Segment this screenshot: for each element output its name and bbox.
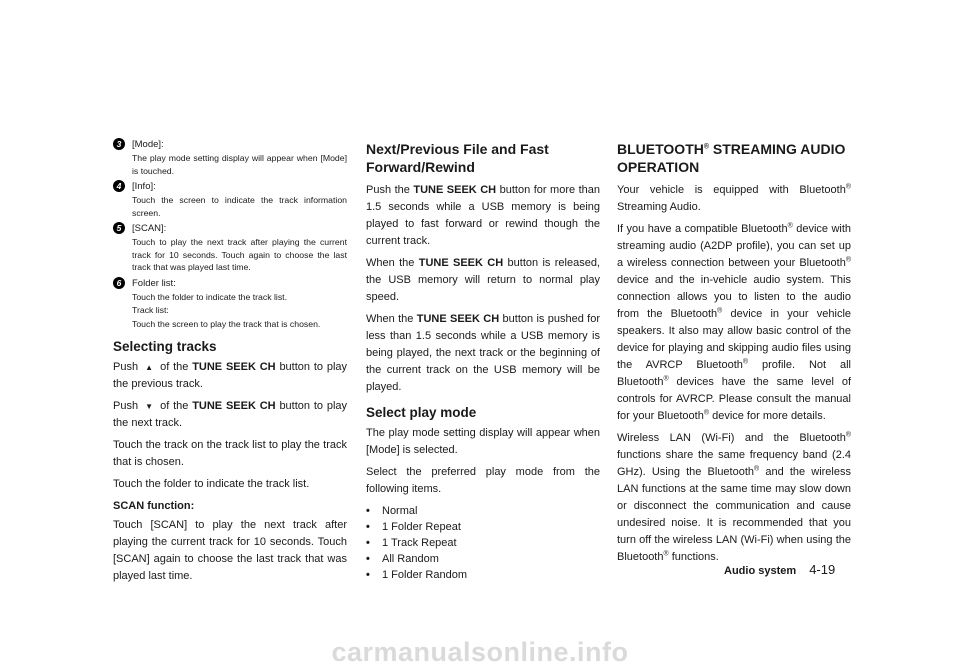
column-middle <box>366 140 600 583</box>
down-triangle-icon: ▼ <box>145 402 154 411</box>
paragraph: If you have a compatible Bluetooth® device with streaming audio (A2DP profile), you can set up a wireless connection between your Bluetooth® device and the in-vehicle audio system. This connection allows you to listen to the audio from the Bluetooth® device in your vehicle speakers. It also may allow basic control of the device for playing and skipping audio files using the AVRCP Bluetooth® profile. Not all Bluetooth® devices have the same level of controls for AVRCP. Please consult the manual for your Bluetooth® device for more details. <box>617 222 852 422</box>
bullet-icon: • <box>366 569 370 581</box>
callout-list <box>113 138 347 330</box>
paragraph: The play mode setting display will appear when [Mode] is selected. <box>366 427 600 456</box>
watermark: carmanualsonline.info <box>331 637 629 667</box>
callout-item <box>113 277 347 331</box>
section-heading: Selecting tracks <box>113 339 217 354</box>
callout-item <box>113 180 347 219</box>
callout-title: [Info]: <box>132 181 156 192</box>
bullet-icon: • <box>366 553 370 565</box>
list-item: • Normal <box>366 505 418 517</box>
callout-number-badge: 4 <box>113 180 125 192</box>
paragraph: Push the TUNE SEEK CH button for more than 1.5 seconds while a USB memory is being played to fast forward or rewind though the current track. <box>366 184 601 247</box>
column-left <box>113 138 347 585</box>
paragraph-push-previous: Push ▲ of the TUNE SEEK CH button to play the previous track. <box>113 361 347 390</box>
callout-text: The play mode setting display will appear when [Mode] is touched. <box>132 153 347 176</box>
bullet-icon: • <box>366 521 370 533</box>
bullet-icon: • <box>366 505 370 517</box>
callout-text: Touch the screen to indicate the track information screen. <box>132 195 347 218</box>
up-triangle-icon: ▲ <box>145 363 154 372</box>
registered-mark: ® <box>703 143 710 151</box>
paragraph: Select the preferred play mode from the following items. <box>366 466 600 495</box>
callout-text: Track list: <box>132 305 169 315</box>
paragraph-push-next: Push ▼ of the TUNE SEEK CH button to play the next track. <box>113 400 347 429</box>
callout-number-badge: 6 <box>113 277 125 289</box>
paragraph: Wireless LAN (Wi-Fi) and the Bluetooth® functions share the same frequency band (2.4 GHz). Using the Bluetooth® and the wireless LAN functions at the same time may slow down or disconnect the communication and cause undesired noise. It is recommended that you turn off the wireless LAN (Wi-Fi) when using the Bluetooth® functions. <box>617 431 851 563</box>
paragraph: Your vehicle is equipped with Bluetooth® Streaming Audio. <box>617 183 851 213</box>
paragraph: When the TUNE SEEK CH button is released, the USB memory will return to normal play speed. <box>366 257 600 303</box>
callout-title: [Mode]: <box>132 139 164 150</box>
callout-title: Folder list: <box>132 277 176 289</box>
paragraph: Touch [SCAN] to play the next track after playing the current track for 10 seconds. Touch [SCAN] again to choose the last track that was played last time. <box>113 519 347 582</box>
page-footer <box>724 562 835 577</box>
section-heading: BLUETOOTH® STREAMING AUDIO OPERATION <box>617 141 846 175</box>
callout-text: Touch the folder to indicate the track list. <box>132 291 288 302</box>
callout-text: Touch to play the next track after playing the current track for 10 seconds. Touch again to choose the last track that was played last time. <box>132 237 347 272</box>
list-item: • All Random <box>366 553 439 565</box>
callout-text: Touch the screen to play the track that is chosen. <box>132 318 321 329</box>
button-name: TUNE SEEK CH <box>413 184 497 196</box>
section-heading: Select play mode <box>366 405 477 420</box>
button-name: TUNE SEEK CH <box>192 400 276 412</box>
list-item: • 1 Track Repeat <box>366 537 457 549</box>
play-mode-list <box>366 503 600 583</box>
callout-number-badge: 5 <box>113 222 125 234</box>
list-item: • 1 Folder Random <box>366 569 467 581</box>
button-name: TUNE SEEK CH <box>192 361 276 373</box>
callout-number-badge: 3 <box>113 138 125 150</box>
section-heading: Next/Previous File and Fast Forward/Rewind <box>366 141 549 175</box>
callout-item <box>113 138 347 177</box>
list-item: • 1 Folder Repeat <box>366 521 461 533</box>
paragraph: When the TUNE SEEK CH button is pushed for less than 1.5 seconds while a USB memory is being played, the next track or the beginning of the current track on the USB memory will be played. <box>366 313 600 393</box>
button-name: TUNE SEEK CH <box>418 257 504 269</box>
callout-title: [SCAN]: <box>132 223 167 234</box>
section-name: Audio system <box>724 565 797 577</box>
paragraph: Touch the folder to indicate the track list. <box>113 478 310 490</box>
bullet-icon: • <box>366 537 370 549</box>
subheading: SCAN function: <box>113 500 195 512</box>
page-number: 4-19 <box>809 562 836 577</box>
button-name: TUNE SEEK CH <box>416 313 500 325</box>
column-right <box>617 140 851 566</box>
paragraph: Touch the track on the track list to play the track that is chosen. <box>113 439 347 468</box>
callout-item <box>113 222 347 274</box>
